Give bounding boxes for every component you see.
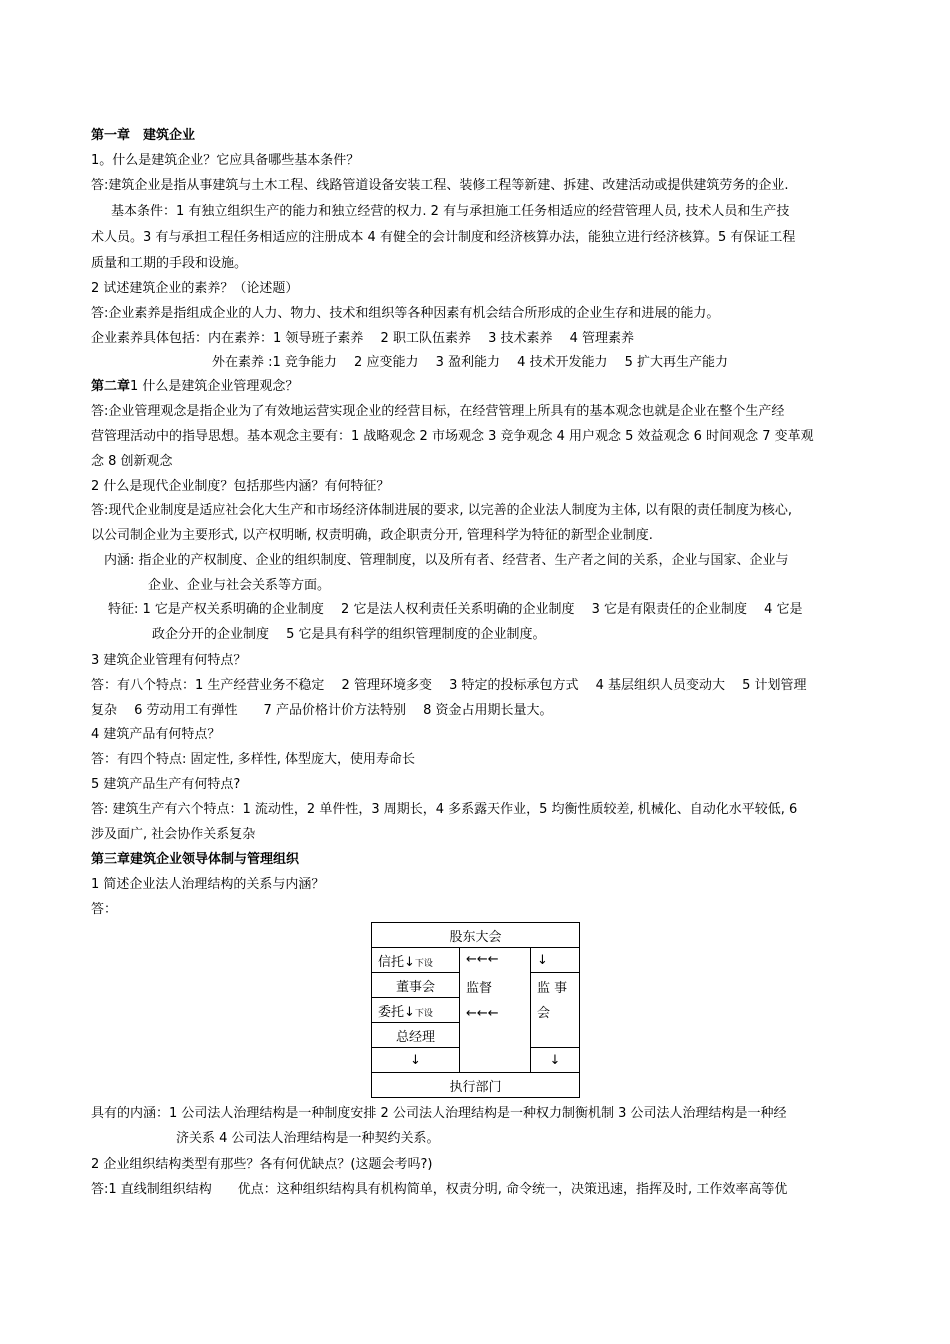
answer-2-5-line-2: 涉及面广, 社会协作关系复杂 bbox=[91, 827, 256, 842]
arrow-down-cell bbox=[531, 948, 580, 973]
trust-label: 信托 bbox=[378, 954, 405, 970]
arrow-down-cell bbox=[531, 1048, 580, 1073]
answer-2-1-line-2: 营管理活动中的指导思想。基本观念主要有：1 战略观念 2 市场观念 3 竞争观念 4 用户观念 5 效益观念 6 时间观念 7 变革观 bbox=[91, 429, 814, 444]
question-2-4: 4 建筑产品有何特点？ bbox=[91, 727, 221, 742]
shareholders-meeting-cell: 股东大会 bbox=[372, 923, 580, 948]
chapter-2-q1-text: 1 什么是建筑企业管理观念？ bbox=[130, 379, 299, 394]
conditions-line-1: 基本条件：1 有独立组织生产的能力和独立经营的权力. 2 有与承担施工任务相适应的经营管理人员, 技术人员和生产技 bbox=[111, 204, 790, 219]
entrust-cell bbox=[372, 998, 460, 1023]
connotation-line-1: 内涵: 指企业的产权制度、企业的组织制度、管理制度，以及所有者、经营者、生产者之间的关系，企业与国家、企业与 bbox=[104, 553, 789, 568]
arrows-left-icon: ←←← bbox=[466, 1006, 499, 1021]
sub-label: 下设 bbox=[414, 1008, 433, 1019]
question-2-3: 3 建筑企业管理有何特点？ bbox=[91, 653, 247, 668]
question-3-2: 2 企业组织结构类型有那些？各有何优缺点？(这题会考吗?) bbox=[91, 1157, 433, 1172]
chapter-3-heading: 第三章建筑企业领导体制与管理组织 bbox=[91, 852, 300, 867]
answer-2-3-line-2: 复杂 6 劳动用工有弹性 7 产品价格计价方法特别 8 资金占用期长量大。 bbox=[91, 703, 553, 718]
arrow-down-icon: ↓ bbox=[410, 1052, 421, 1068]
answer-2-1-line-3: 念 8 创新观念 bbox=[91, 454, 173, 469]
question-1-2: 2 试述建筑企业的素养？（论述题） bbox=[91, 281, 299, 296]
sub-label: 下设 bbox=[414, 958, 433, 969]
supervise-label: 监督 bbox=[466, 981, 493, 996]
arrow-down-icon: ↓ bbox=[404, 1004, 415, 1020]
chapter-1-heading: 第一章 建筑企业 bbox=[91, 128, 196, 143]
supervision-cell bbox=[460, 948, 531, 1073]
connotation-3-1-line-2: 济关系 4 公司法人治理结构是一种契约关系。 bbox=[176, 1131, 440, 1146]
connotation-3-1-line-1: 具有的内涵：1 公司法人治理结构是一种制度安排 2 公司法人治理结构是一种权力制衡机制 3 公司法人治理结构是一种经 bbox=[91, 1106, 787, 1121]
question-2-5: 5 建筑产品生产有何特点? bbox=[91, 777, 241, 792]
arrow-down-icon: ↓ bbox=[549, 1052, 561, 1068]
arrow-down-cell bbox=[372, 1048, 460, 1073]
features-line-2: 政企分开的企业制度 5 它是具有科学的组织管理制度的企业制度。 bbox=[152, 627, 546, 642]
inner-qualities: 企业素养具体包括：内在素养：1 领导班子素养 2 职工队伍素养 3 技术素养 4 管理素养 bbox=[91, 331, 635, 346]
answer-2-2-line-2: 以公司制企业为主要形式, 以产权明晰, 权责明确，政企职责分开, 管理科学为特征的新型企业制度. bbox=[91, 528, 653, 543]
entrust-label: 委托 bbox=[378, 1004, 405, 1020]
question-1-1: 1。什么是建筑企业？它应具备哪些基本条件？ bbox=[91, 153, 360, 168]
board-cell: 董事会 bbox=[372, 973, 460, 998]
answer-2-3-line-1: 答：有八个特点：1 生产经营业务不稳定 2 管理环境多变 3 特定的投标承包方式 4 基层组织人员变动大 5 计划管理 bbox=[91, 678, 807, 693]
chapter-2-heading: 第二章 bbox=[91, 379, 131, 394]
answer-2-1-line-1: 答:企业管理观念是指企业为了有效地运营实现企业的经营目标，在经营管理上所具有的基本观念也就是企业在整个生产经 bbox=[91, 404, 785, 419]
features-line-1: 特征: 1 它是产权关系明确的企业制度 2 它是法人权利责任关系明确的企业制度 3 它是有限责任的企业制度 4 它是 bbox=[108, 602, 803, 617]
connotation-line-2: 企业、企业与社会关系等方面。 bbox=[148, 578, 331, 593]
arrow-down-icon: ↓ bbox=[537, 952, 548, 968]
answer-1-1: 答:建筑企业是指从事建筑与土木工程、线路管道设备安装工程、装修工程等新建、拆建、改建活动或提供建筑劳务的企业. bbox=[91, 178, 789, 193]
answer-2-2-line-1: 答:现代企业制度是适应社会化大生产和市场经济体制进展的要求, 以完善的企业法人制度为主体, 以有限的责任制度为核心, bbox=[91, 503, 793, 518]
executive-departments-cell: 执行部门 bbox=[372, 1073, 580, 1098]
question-2-2: 2 什么是现代企业制度？包括那些内涵？有何特征？ bbox=[91, 479, 390, 494]
supervisory-board-label-1: 监 事 bbox=[537, 981, 568, 996]
answer-1-2: 答:企业素养是指组成企业的人力、物力、技术和组织等各种因素有机会结合所形成的企业生存和进展的能力。 bbox=[91, 306, 720, 321]
answer-3-1-label: 答： bbox=[91, 902, 118, 917]
chapter-2-question-1 bbox=[91, 378, 298, 396]
supervisory-board-cell bbox=[531, 973, 580, 1048]
answer-2-4: 答：有四个特点: 固定性, 多样性, 体型庞大，使用寿命长 bbox=[91, 752, 416, 767]
answer-2-5-line-1: 答: 建筑生产有六个特点：1 流动性，2 单件性，3 周期长，4 多系露天作业，5 均衡性质较差, 机械化、自动化水平较低, 6 bbox=[91, 802, 798, 817]
conditions-line-3: 质量和工期的手段和设施。 bbox=[91, 256, 248, 271]
supervisory-board-label-2: 会 bbox=[537, 1006, 551, 1021]
outer-qualities: 外在素养 :1 竞争能力 2 应变能力 3 盈利能力 4 技术开发能力 5 扩大再生产能力 bbox=[212, 355, 729, 370]
answer-3-2-line-1: 答:1 直线制组织结构 优点：这种组织结构具有机构简单，权责分明, 命令统一，决策迅速，指挥及时, 工作效率高等优 bbox=[91, 1182, 788, 1197]
governance-structure-diagram bbox=[371, 922, 580, 1098]
conditions-line-2: 术人员。3 有与承担工程任务相适应的注册成本 4 有健全的会计制度和经济核算办法，能独立进行经济核算。5 有保证工程 bbox=[91, 230, 796, 245]
question-3-1: 1 简述企业法人治理结构的关系与内涵？ bbox=[91, 877, 325, 892]
general-manager-cell: 总经理 bbox=[372, 1023, 460, 1048]
arrow-down-icon: ↓ bbox=[404, 954, 415, 970]
arrows-left-icon: ←←← bbox=[466, 952, 499, 967]
trust-cell bbox=[372, 948, 460, 973]
